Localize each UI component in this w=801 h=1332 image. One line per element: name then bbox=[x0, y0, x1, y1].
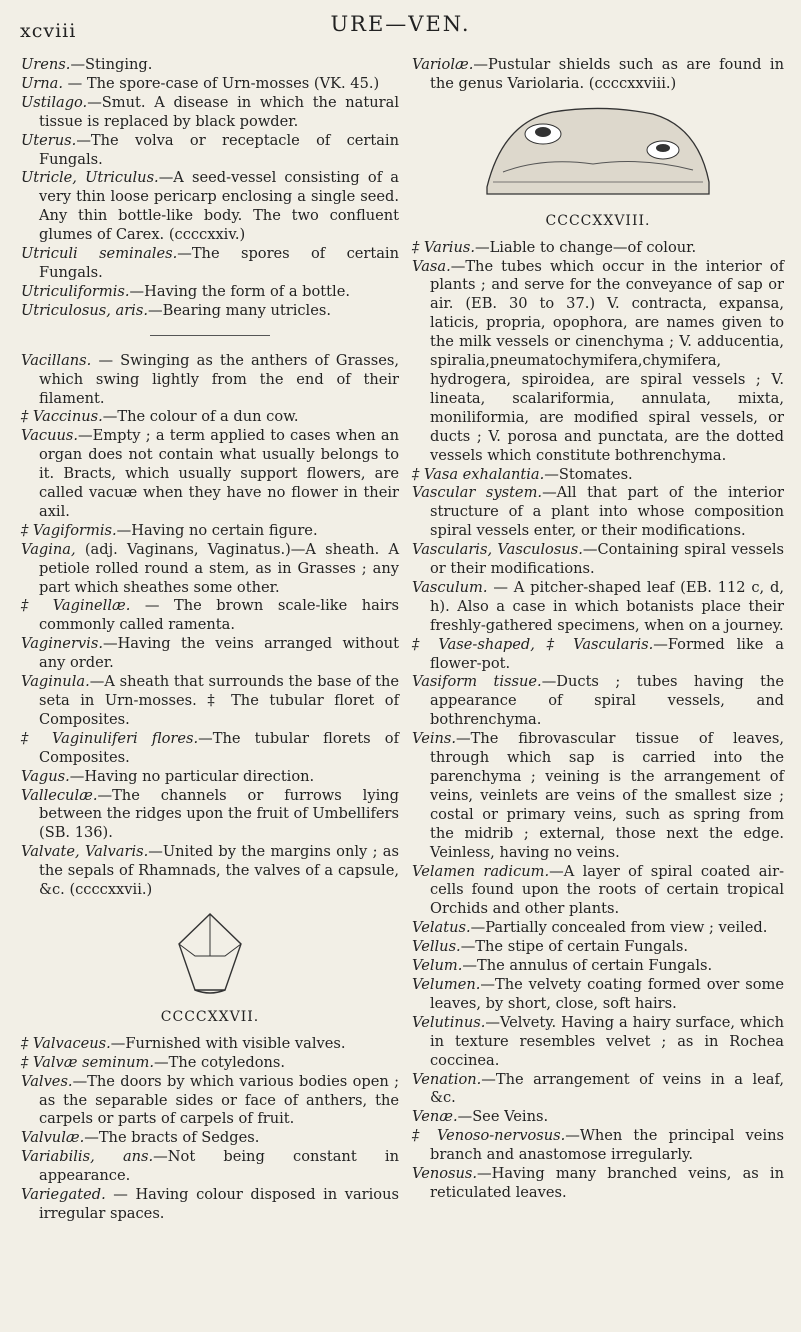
page-number: xcviii bbox=[20, 20, 77, 42]
entry-definition: —A seed-vessel consisting of a very thin loose pericarp enclosing a single seed. Any thin bottle-like body. The two confluent glumes of Carex. (ccccxxiv.) bbox=[39, 169, 399, 244]
entry-term: Valvate, Valvaris. bbox=[21, 843, 149, 861]
running-header: URE—VEN. bbox=[330, 12, 471, 36]
entry-term: Vasculum. bbox=[412, 578, 488, 596]
entry-term: ‡ Vasa exhalantia. bbox=[412, 465, 545, 483]
entry-term: ‡ Valvaceus. bbox=[21, 1034, 111, 1052]
entry-term: Vascularis, Vasculosus. bbox=[412, 541, 583, 559]
glossary-entry bbox=[412, 1165, 784, 1203]
glossary-entry bbox=[412, 56, 784, 94]
entry-definition: —A layer of spiral coated air-cells found upon the roots of certain tropical Orchids and other plants. bbox=[430, 862, 784, 918]
entry-term: Velumen. bbox=[412, 975, 481, 993]
entry-group-1 bbox=[412, 56, 784, 94]
glossary-entry bbox=[21, 282, 399, 302]
glossary-entry bbox=[21, 767, 399, 787]
entry-definition: —Partially concealed from view ; veiled. bbox=[470, 919, 768, 937]
glossary-entry bbox=[21, 540, 399, 598]
entry-term: Utricle, Utriculus. bbox=[21, 169, 159, 187]
entry-term: Velutinus. bbox=[412, 1013, 486, 1031]
glossary-entry bbox=[412, 975, 784, 1014]
left-column bbox=[21, 56, 399, 1224]
section-divider bbox=[150, 335, 270, 336]
glossary-entry bbox=[412, 919, 784, 938]
entry-term: Utriculiformis. bbox=[21, 282, 130, 300]
entry-definition: —Having the form of a bottle. bbox=[129, 282, 350, 300]
entry-definition: —The cotyledons. bbox=[154, 1053, 286, 1071]
entry-term: Vaginervis. bbox=[21, 635, 103, 653]
entry-term: Vaginula. bbox=[21, 673, 90, 691]
entry-definition: —Having many branched veins, as in reticulated leaves. bbox=[430, 1165, 784, 1201]
glossary-entry bbox=[21, 427, 399, 522]
glossary-entry bbox=[21, 131, 399, 170]
entry-term: Vagina, bbox=[21, 540, 76, 558]
entry-term: Utriculosus, aris. bbox=[21, 301, 148, 319]
glossary-entry bbox=[21, 673, 399, 730]
glossary-entry bbox=[412, 635, 784, 674]
entry-definition: —Pustular shields such as are found in the genus Variolaria. (ccccxxviii.) bbox=[430, 56, 784, 92]
entry-definition: —Ducts ; tubes having the appearance of spiral vessels, and bothrenchyma. bbox=[430, 673, 785, 729]
entry-definition: —Stomates. bbox=[544, 465, 633, 483]
glossary-entry bbox=[412, 1070, 784, 1109]
glossary-entry bbox=[412, 238, 784, 258]
entry-group-3 bbox=[21, 1035, 399, 1224]
entry-definition: —Stinging. bbox=[70, 56, 153, 73]
entry-definition: —The tubes which occur in the interior of plants ; and serve for the conveyance of sap or air. (EB. 30 to 37.) V. contracta, expansa, laticis, propria, opophora, are names given to the milk vessels or cinenchyma ; V. adducentia, spiralia,pneumatochymifera,chymifera, hydrogera, spiroidea, are spiral vessels ; V. lineata, scalariformia, annulata, mixta, moniliformia, are modified spiral vessels, or ducts ; V. porosa and punctata, are the dotted vessels which constitute bothrenchyma. bbox=[430, 257, 784, 464]
entry-definition: — The spore-case of Urn-mosses (VK. 45.) bbox=[63, 74, 380, 92]
entry-definition: —When the principal veins branch and anastomose irregularly. bbox=[430, 1127, 784, 1164]
entry-definition: (adj. Vaginans, Vaginatus.)—A sheath. A petiole rolled round a stem, as in Grasses ; any part which sheathes some other. bbox=[39, 540, 399, 596]
entry-definition: —The bracts of Sedges. bbox=[84, 1129, 260, 1147]
entry-definition: —See Veins. bbox=[457, 1108, 549, 1126]
glossary-entry bbox=[21, 93, 399, 132]
entry-definition: —Empty ; a term applied to cases when an organ does not contain what usually belongs to it. Bracts, which usually support flowers, are called vacuæ when they have no flower in their axil. bbox=[39, 427, 399, 520]
entry-definition: —Having no particular direction. bbox=[69, 767, 315, 785]
right-column bbox=[412, 56, 784, 1203]
entry-term: Variabilis, ans. bbox=[21, 1148, 154, 1166]
entry-definition: —The colour of a dun cow. bbox=[102, 408, 299, 426]
entry-term: ‡ Vaginuliferi flores. bbox=[21, 729, 199, 747]
entry-term: Venæ. bbox=[412, 1108, 458, 1126]
entry-term: Velamen radicum. bbox=[412, 862, 550, 880]
entry-term: Utriculi seminales. bbox=[21, 245, 178, 263]
glossary-entry bbox=[412, 673, 785, 730]
entry-term: ‡ Vagiformis. bbox=[21, 521, 117, 539]
entry-definition: —The arrangement of veins in a leaf, &c. bbox=[430, 1070, 784, 1107]
entry-term: Urna. bbox=[21, 74, 64, 92]
entry-term: Vacillans. bbox=[21, 351, 92, 369]
entry-definition: —Bearing many utricles. bbox=[147, 301, 331, 319]
entry-group-2 bbox=[21, 352, 399, 900]
entry-term: Valves. bbox=[21, 1072, 73, 1090]
entry-definition: —The volva or receptacle of certain Fungals. bbox=[39, 131, 399, 168]
entry-term: Variolæ. bbox=[412, 56, 474, 73]
figure-ccccxxvii bbox=[21, 908, 399, 1004]
glossary-entry bbox=[412, 541, 784, 579]
entry-definition: —Not being constant in appearance. bbox=[39, 1148, 399, 1185]
entry-definition: —The spores of certain Fungals. bbox=[39, 245, 399, 281]
entry-definition: —The stipe of certain Fungals. bbox=[460, 938, 688, 956]
entry-definition: —The annulus of certain Fungals. bbox=[462, 957, 713, 975]
entry-term: ‡ Vaginellæ. bbox=[21, 597, 131, 615]
figure-caption: CCCCXXVII. bbox=[160, 1008, 260, 1025]
entry-definition: —The tubular florets of Composites. bbox=[39, 729, 399, 766]
entry-term: Vagus. bbox=[21, 767, 70, 785]
glossary-entry bbox=[21, 301, 399, 321]
entry-group-1 bbox=[21, 56, 399, 321]
entry-term: Valvulæ. bbox=[21, 1129, 85, 1147]
glossary-entry bbox=[21, 408, 399, 427]
entry-term: Veins. bbox=[412, 730, 457, 748]
glossary-entry bbox=[412, 1013, 784, 1071]
figure-ccccxxviii bbox=[412, 102, 784, 208]
glossary-entry bbox=[21, 1034, 399, 1054]
entry-definition: —United by the margins only ; as the sepals of Rhamnads, the valves of a capsule, &c. (ccccxxvii.) bbox=[39, 843, 399, 899]
entry-term: Venosus. bbox=[412, 1165, 478, 1183]
glossary-entry bbox=[21, 169, 399, 245]
entry-term: Velum. bbox=[412, 957, 463, 975]
glossary-entry bbox=[21, 1148, 399, 1186]
glossary-entry bbox=[21, 56, 399, 75]
entry-term: ‡ Vaccinus. bbox=[21, 408, 103, 426]
entry-definition: — Having colour disposed in various irregular spaces. bbox=[39, 1186, 399, 1222]
glossary-entry bbox=[21, 245, 399, 283]
entry-definition: —Formed like a flower-pot. bbox=[430, 635, 784, 672]
glossary-entry bbox=[21, 729, 399, 768]
glossary-entry bbox=[412, 465, 784, 485]
glossary-entry bbox=[21, 597, 399, 635]
glossary-entry bbox=[21, 635, 399, 673]
glossary-entry bbox=[412, 730, 784, 862]
glossary-entry bbox=[21, 786, 399, 844]
entry-term: Velatus. bbox=[412, 919, 471, 937]
entry-definition: —The doors by which various bodies open ; as the separable sides or face of anthers, the carpels or parts of carpels of fruit. bbox=[39, 1072, 399, 1128]
entry-definition: —Velvety. Having a hairy surface, which in texture resembles velvet ; as in Rochea coccinea. bbox=[430, 1013, 784, 1069]
glossary-entry bbox=[412, 484, 785, 541]
glossary-entry bbox=[21, 1129, 399, 1148]
variolaria-illustration bbox=[483, 102, 713, 202]
entry-term: Ustilago. bbox=[21, 93, 88, 111]
entry-definition: —Containing spiral vessels or their modifications. bbox=[430, 541, 784, 578]
entry-definition: —Having no certain figure. bbox=[116, 521, 318, 539]
entry-term: ‡ Venoso-nervosus. bbox=[412, 1127, 566, 1145]
entry-definition: —Having the veins arranged without any order. bbox=[39, 635, 399, 672]
entry-definition: — The brown scale-like hairs commonly called ramenta. bbox=[39, 597, 399, 634]
glossary-entry bbox=[21, 74, 399, 94]
entry-term: Valleculæ. bbox=[21, 786, 98, 804]
entry-term: Uterus. bbox=[21, 131, 77, 149]
entry-definition: —A sheath that surrounds the base of the seta in Urn-mosses. ‡ The tubular floret of Composites. bbox=[39, 673, 399, 728]
glossary-entry bbox=[412, 957, 784, 976]
glossary-entry bbox=[412, 938, 784, 957]
glossary-entry bbox=[21, 1186, 399, 1224]
entry-term: Vasa. bbox=[412, 257, 451, 275]
entry-definition: — Swinging as the anthers of Grasses, which swing lightly from the end of their filament. bbox=[39, 351, 399, 407]
entry-group-2 bbox=[412, 239, 784, 1203]
glossary-entry bbox=[412, 1108, 784, 1127]
entry-term: Variegated. bbox=[21, 1186, 106, 1204]
entry-definition: — A pitcher-shaped leaf (EB. 112 c, d, h). Also a case in which botanists place their freshly-gathered specimens, when on a journey. bbox=[430, 578, 784, 634]
entry-definition: —The velvety coating formed over some leaves, by short, close, soft hairs. bbox=[430, 975, 784, 1012]
entry-term: Vellus. bbox=[412, 938, 461, 956]
entry-definition: —The channels or furrows lying between the ridges upon the fruit of Umbellifers (SB. 136). bbox=[39, 786, 399, 842]
entry-definition: —The fibrovascular tissue of leaves, through which sap is carried into the parenchyma ; veining is the arrangement of veins, veinlets are veins of the smallest size ; costal or primary veins, such as spring from the midrib ; external, those next the edge. Veinless, having no veins. bbox=[430, 730, 784, 861]
entry-definition: —Furnished with visible valves. bbox=[110, 1034, 346, 1052]
glossary-entry bbox=[412, 1127, 784, 1165]
entry-definition: —All that part of the interior structure of a plant into whose composition spiral vessels enter, or their modifications. bbox=[430, 484, 785, 540]
glossary-entry bbox=[21, 843, 399, 900]
entry-term: Vasiform tissue. bbox=[412, 673, 542, 691]
glossary-entry bbox=[412, 862, 784, 920]
entry-term: Vacuus. bbox=[21, 427, 78, 445]
glossary-entry bbox=[21, 521, 399, 541]
glossary-entry bbox=[21, 351, 399, 409]
entry-term: Venation. bbox=[412, 1070, 482, 1088]
entry-term: ‡ Vase-shaped, ‡ Vascularis. bbox=[412, 635, 654, 653]
entry-term: Vascular system. bbox=[412, 484, 543, 502]
glossary-entry bbox=[412, 578, 784, 636]
valvate-capsule-illustration bbox=[165, 908, 255, 998]
entry-term: Urens. bbox=[21, 56, 71, 73]
figure-caption: CCCCXXVIII. bbox=[545, 212, 651, 229]
glossary-entry bbox=[412, 257, 784, 466]
entry-term: ‡ Valvæ seminum. bbox=[21, 1053, 155, 1071]
glossary-entry bbox=[21, 1053, 399, 1073]
glossary-entry bbox=[21, 1072, 399, 1130]
entry-term: ‡ Varius. bbox=[412, 238, 476, 256]
entry-definition: —Smut. A disease in which the natural tissue is replaced by black powder. bbox=[39, 93, 399, 130]
entry-definition: —Liable to change—of colour. bbox=[475, 238, 697, 256]
